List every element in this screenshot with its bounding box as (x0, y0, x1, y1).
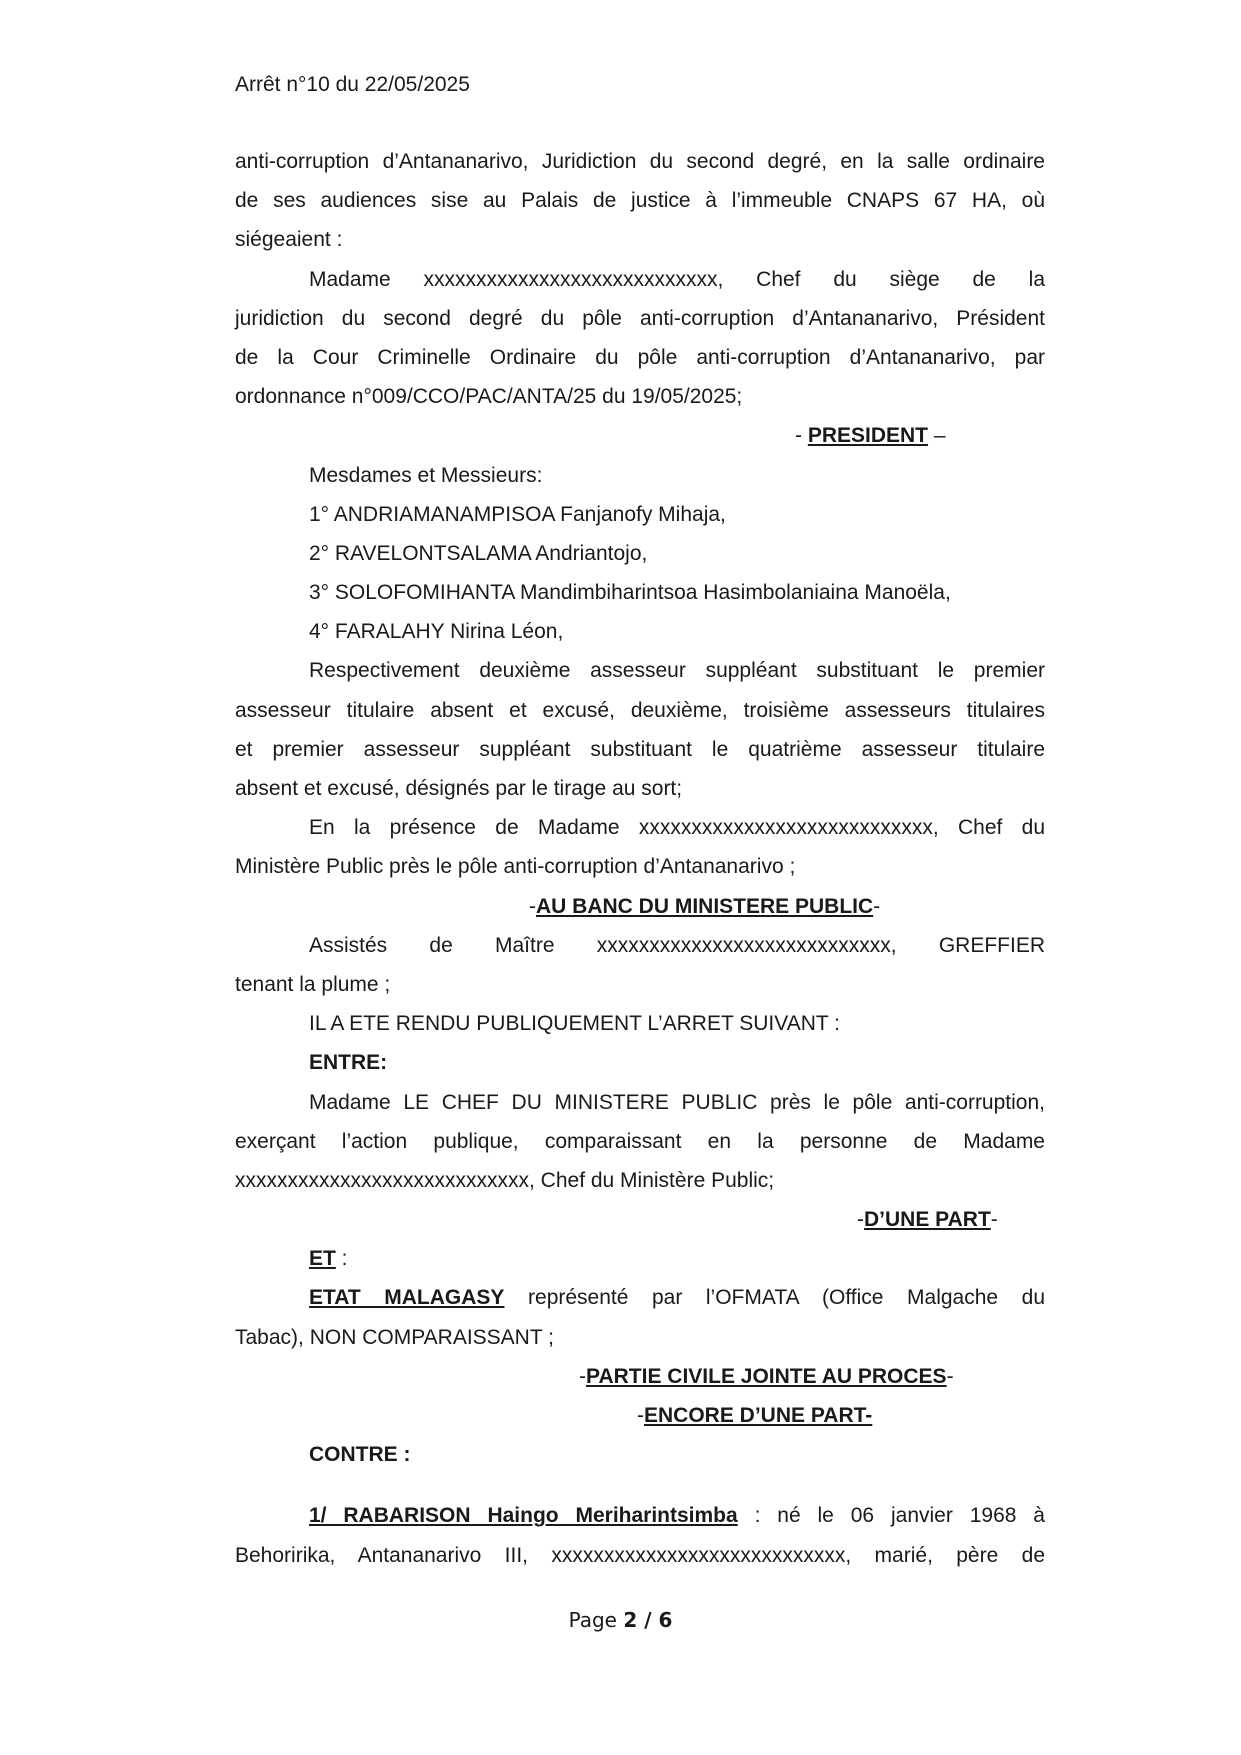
encore-part-line: -ENCORE D’UNE PART- (637, 1404, 873, 1427)
page-separator: / (637, 1608, 659, 1632)
ministere-public-role-line: -AU BANC DU MINISTERE PUBLIC- (529, 894, 881, 918)
dune-part-label: D’UNE PART (864, 1208, 991, 1232)
paragraph-line: Respectivement deuxième assesseur suppléant substituant le premier (309, 659, 1045, 683)
paragraph-line: ordonnance n°009/CCO/PAC/ANTA/25 du 19/05/2025; (235, 385, 743, 409)
paragraph-line: Assistés de Maître xxxxxxxxxxxxxxxxxxxxxxxxxxxx, GREFFIER (309, 933, 1045, 957)
colon: : (335, 1247, 348, 1271)
paragraph-line: de la Cour Criminelle Ordinaire du pôle anti-corruption d’Antananarivo, par (235, 345, 1045, 369)
total-pages: 6 (658, 1608, 673, 1632)
et-line (235, 1239, 1045, 1278)
paragraph-line: de ses audiences sise au Palais de justice à l’immeuble CNAPS 67 HA, où (235, 189, 1045, 213)
encore-part-label: ENCORE D’UNE PART- (644, 1404, 873, 1427)
assessor-item: 4° FARALAHY Nirina Léon, (309, 620, 564, 644)
accused-name: 1/ RABARISON Haingo Meriharintsimba (309, 1504, 738, 1528)
entre-heading: ENTRE: (309, 1051, 388, 1075)
assessor-item: 1° ANDRIAMANAMPISOA Fanjanofy Mihaja, (309, 502, 726, 526)
paragraph-line: absent et excusé, désignés par le tirage au sort; (235, 777, 683, 800)
president-role-line (235, 416, 1045, 455)
partie-civile-label: PARTIE CIVILE JOINTE AU PROCES (586, 1364, 947, 1388)
paragraph-line (235, 1278, 1045, 1317)
ministere-public-label: AU BANC DU MINISTERE PUBLIC (536, 894, 874, 918)
document-body (235, 142, 1045, 1575)
paragraph-line: Ministère Public près le pôle anti-corruption d’Antananarivo ; (235, 855, 796, 879)
paragraph-line: Mesdames et Messieurs: (309, 463, 543, 487)
dash: – (928, 424, 946, 448)
dune-part-line: -D’UNE PART- (857, 1208, 998, 1232)
paragraph-line: Madame LE CHEF DU MINISTERE PUBLIC près le pôle anti-corruption, (309, 1090, 1045, 1114)
paragraph-line: Behoririka, Antananarivo III, xxxxxxxxxxxxxxxxxxxxxxxxxxxx, marié, père de (235, 1543, 1045, 1567)
paragraph-line: IL A ETE RENDU PUBLIQUEMENT L’ARRET SUIVANT : (309, 1012, 840, 1036)
paragraph-line (235, 1496, 1045, 1535)
et-label: ET (309, 1247, 336, 1271)
dash: - (795, 424, 808, 448)
paragraph-line: siégeaient : (235, 228, 343, 252)
paragraph-line: Madame xxxxxxxxxxxxxxxxxxxxxxxxxxxx, Chef du siège de la (309, 267, 1045, 291)
current-page: 2 (623, 1608, 638, 1632)
page-label: Page (568, 1608, 624, 1632)
page-number (0, 1608, 1241, 1632)
paragraph-text: représenté par l’OFMATA (Office Malgache du (504, 1286, 1046, 1310)
paragraph-text: : né le 06 janvier 1968 à (737, 1504, 1045, 1528)
paragraph-line: assesseur titulaire absent et excusé, deuxième, troisième assesseurs titulaires (235, 698, 1045, 722)
assessor-item: 3° SOLOFOMIHANTA Mandimbiharintsoa Hasimbolaniaina Manoëla, (309, 581, 951, 605)
spacer (235, 1474, 1045, 1496)
president-label: PRESIDENT (807, 424, 929, 448)
assessor-item: 2° RAVELONTSALAMA Andriantojo, (309, 541, 648, 565)
paragraph-line: xxxxxxxxxxxxxxxxxxxxxxxxxxxx, Chef du Ministère Public; (235, 1168, 775, 1192)
paragraph-line: anti-corruption d’Antananarivo, Juridiction du second degré, en la salle ordinaire (235, 150, 1045, 173)
etat-malagasy-label: ETAT MALAGASY (309, 1286, 505, 1310)
paragraph-line: juridiction du second degré du pôle anti-corruption d’Antananarivo, Président (235, 306, 1045, 330)
paragraph-line: En la présence de Madame xxxxxxxxxxxxxxxxxxxxxxxxxxxx, Chef du (309, 816, 1045, 840)
paragraph-line: tenant la plume ; (235, 972, 391, 996)
page-header: Arrêt n°10 du 22/05/2025 (235, 73, 470, 96)
paragraph-line: Tabac), NON COMPARAISSANT ; (235, 1325, 554, 1349)
paragraph-line: exerçant l’action publique, comparaissant en la personne de Madame (235, 1129, 1045, 1153)
contre-heading: CONTRE : (309, 1443, 411, 1467)
paragraph-line: et premier assesseur suppléant substituant le quatrième assesseur titulaire (235, 737, 1045, 761)
partie-civile-line: -PARTIE CIVILE JOINTE AU PROCES- (579, 1364, 954, 1388)
